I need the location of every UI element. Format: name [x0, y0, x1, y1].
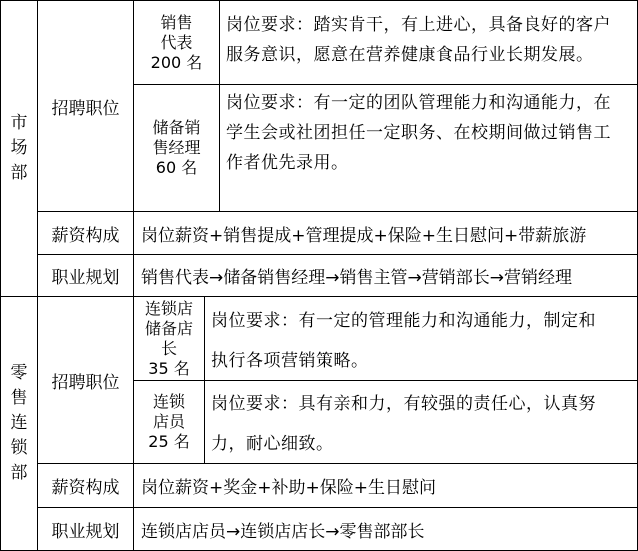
position-requirement: 岗位要求：有一定的管理能力和沟通能力，制定和 执行各项营销策略。 [211, 311, 596, 371]
salary-label-retail: 薪资构成 [51, 478, 120, 498]
position-name-line: 长 [160, 338, 177, 358]
position-count: 200 名 [150, 52, 203, 72]
dept-name-market: 市场部 [10, 113, 28, 183]
position-name-line: 储备店 [144, 318, 193, 338]
position-count: 25 名 [148, 432, 190, 451]
salary-label-market: 薪资构成 [51, 225, 120, 246]
salary-structure-market: 岗位薪资+销售提成+管理提成+保险+生日慰问+带薪旅游 [141, 225, 587, 246]
rule [219, 0, 220, 211]
position-name-line: 代表 [160, 32, 193, 52]
position-name-line: 储备销 [152, 118, 201, 137]
position-name-line: 连锁店 [144, 298, 193, 318]
career-label-retail: 职业规划 [51, 521, 120, 542]
salary-structure-retail: 岗位薪资+奖金+补助+保险+生日慰问 [141, 478, 436, 498]
dept-name-retail: 零售连锁部 [10, 363, 28, 483]
career-path-market: 销售代表→储备销售经理→销售主管→营销部长→营销经理 [141, 268, 572, 288]
dept-cell-retail [1, 297, 37, 550]
position-count: 60 名 [155, 158, 198, 177]
position-requirement: 岗位要求：踏实肯干，有上进心，具备良好的客户 服务意识，愿意在营养健康食品行业长期发展。 [226, 15, 611, 65]
position-name-line: 销售 [160, 12, 193, 32]
position-name-line: 售经理 [152, 138, 201, 157]
position-requirement: 岗位要求：具有亲和力，有较强的责任心，认真努 力，耐心细致。 [211, 394, 596, 454]
position-count: 35 名 [148, 358, 190, 378]
position-cell [134, 1, 219, 84]
career-path-retail: 连锁店店员→连锁店店长→零售部部长 [141, 521, 425, 542]
rule [204, 296, 205, 463]
recruit-label-retail: 招聘职位 [51, 372, 120, 393]
position-name-line: 连锁 [152, 392, 185, 411]
career-label-market: 职业规划 [51, 268, 120, 288]
position-name-line: 店员 [152, 412, 185, 431]
recruit-label-market: 招聘职位 [51, 98, 120, 119]
position-cell [134, 297, 204, 380]
position-cell [134, 381, 204, 463]
dept-cell-market [1, 1, 37, 296]
position-cell [134, 85, 219, 211]
position-requirement: 岗位要求：有一定的团队管理能力和沟通能力，在 学生会或社团担任一定职务、在校期间做过销售工 作者优先录用。 [226, 93, 611, 173]
